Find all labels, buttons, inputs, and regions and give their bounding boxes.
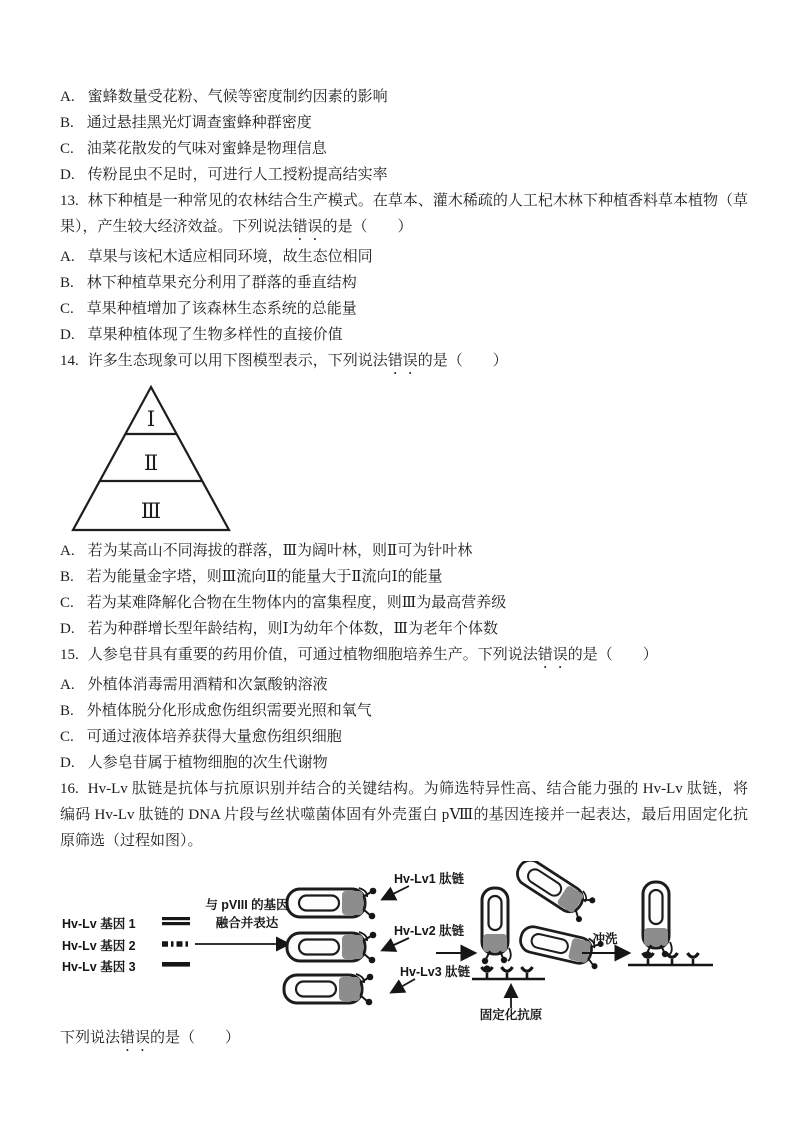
option-letter: C. <box>60 301 74 317</box>
option-text: 草果与该杞木适应相同环境，故生态位相同 <box>87 249 373 265</box>
option-row <box>60 538 748 564</box>
stem-emphasized-text: 错误 <box>120 1030 151 1046</box>
bound-phage <box>482 888 511 964</box>
option-letter: C. <box>60 595 74 611</box>
option-letter: C. <box>60 729 74 745</box>
phage-with-peptide-3 <box>284 974 373 1006</box>
phage-display-figure <box>62 861 744 1022</box>
gene-1-label: Hv-Lv 基因 1 <box>62 917 136 931</box>
option-text: 若为某高山不同海拔的群落，Ⅲ为阔叶林，则Ⅱ可为针叶林 <box>87 543 473 559</box>
antigen <box>688 953 699 965</box>
stem-emphasized-text: 错误 <box>537 647 568 663</box>
gene-2-label: Hv-Lv 基因 2 <box>62 939 136 953</box>
option-text: 若为种群增长型年龄结构，则Ⅰ为幼年个体数，Ⅲ为老年个体数 <box>87 621 498 637</box>
option-text: 人参皂苷属于植物细胞的次生代谢物 <box>87 755 328 771</box>
option-letter: D. <box>60 621 75 637</box>
unbound-phage-top <box>512 861 597 924</box>
option-text: 外植体消毒需用酒精和次氯酸钠溶液 <box>87 677 328 693</box>
option-text: 油菜花散发的气味对蜜蜂是物理信息 <box>86 141 327 157</box>
question-15 <box>60 642 748 776</box>
option-letter: B. <box>60 703 74 719</box>
question-13 <box>60 188 748 348</box>
stem-text: 人参皂苷具有重要的药用价值，可通过植物细胞培养生产。下列说法 <box>87 647 538 663</box>
gene-3-label: Hv-Lv 基因 3 <box>62 960 136 974</box>
stem-emphasized-text: 错误 <box>292 219 323 235</box>
option-text: 传粉昆虫不足时，可进行人工授粉提高结实率 <box>87 167 388 183</box>
option-letter: B. <box>60 569 74 585</box>
option-row <box>60 162 748 188</box>
option-letter: A. <box>60 89 75 105</box>
gene-fragment-3-bar <box>162 962 190 967</box>
wash-label: 冲洗 <box>592 932 618 946</box>
option-text: 外植体脱分化形成愈伤组织需要光照和氧气 <box>86 703 372 719</box>
peptide-1-pointer-arrow <box>383 886 409 899</box>
question-number: 16. <box>60 781 79 797</box>
option-letter: D. <box>60 755 75 771</box>
option-row <box>60 590 748 616</box>
option-row <box>60 724 748 750</box>
peptide-3-pointer-arrow <box>392 979 415 992</box>
option-row <box>60 672 748 698</box>
question-number: 13. <box>60 193 79 209</box>
stem-text: 的是（ ） <box>417 353 508 369</box>
option-text: 草果种植增加了该森林生态系统的总能量 <box>86 301 357 317</box>
stem-text: 的是（ ） <box>567 647 658 663</box>
option-text: 可通过液体培养获得大量愈伤组织细胞 <box>86 729 342 745</box>
stem-text: 的是（ ） <box>150 1030 241 1046</box>
stem-text: 下列说法 <box>60 1030 121 1046</box>
question-stem <box>60 776 748 854</box>
question-stem-continued <box>60 1025 748 1055</box>
page-content <box>60 84 748 1055</box>
pyramid-svg <box>68 383 234 533</box>
question-16 <box>60 776 748 1055</box>
option-letter: B. <box>60 115 74 131</box>
phage-with-peptide-2 <box>287 932 376 964</box>
fusion-label-line2: 融合并表达 <box>215 916 279 930</box>
option-text: 蜜蜂数量受花粉、气候等密度制约因素的影响 <box>87 89 388 105</box>
option-text: 若为能量金字塔，则Ⅲ流向Ⅱ的能量大于Ⅱ流向Ⅰ的能量 <box>86 569 443 585</box>
question-12-options <box>60 84 748 188</box>
option-row <box>60 564 748 590</box>
antigen <box>667 953 678 965</box>
question-14 <box>60 348 748 642</box>
ecological-pyramid-figure <box>68 383 234 533</box>
stem-text: 的是（ ） <box>322 219 413 235</box>
option-row <box>60 110 748 136</box>
immobilized-antigen-label: 固定化抗原 <box>479 1008 543 1022</box>
peptide-3-label: Hv-Lv3 肽链 <box>400 965 471 979</box>
option-row <box>60 322 748 348</box>
option-letter: D. <box>60 327 75 343</box>
option-text: 通过悬挂黑光灯调查蜜蜂种群密度 <box>86 115 312 131</box>
pyramid-level-2-label: Ⅱ <box>143 451 159 475</box>
option-letter: C. <box>60 141 74 157</box>
option-text: 草果种植体现了生物多样性的直接价值 <box>87 327 343 343</box>
peptide-2-pointer-arrow <box>383 938 409 950</box>
stem-emphasized-text: 错误 <box>387 353 418 369</box>
stem-text: 林下种植是一种常见的农林结合生产模式。在草本、灌木稀疏的人工杞木林下种植香料草本植物（草果），产生较大经济效益。下列说法 <box>60 193 748 235</box>
stem-text: Hv-Lv 肽链是抗体与抗原识别并结合的关键结构。为筛选特异性高、结合能力强的 Hv-Lv 肽链，将编码 Hv-Lv 肽链的 DNA 片段与丝状噬菌体固有外壳蛋白 pⅧ的基因连接并一起表达，最后用固定化抗原筛选（过程如图）。 <box>60 781 748 849</box>
option-row <box>60 84 748 110</box>
antigen <box>502 967 513 979</box>
option-text: 林下种植草果充分利用了群落的垂直结构 <box>86 275 357 291</box>
pyramid-level-1-label: Ⅰ <box>146 407 156 431</box>
option-row <box>60 616 748 642</box>
option-row <box>60 750 748 776</box>
pyramid-level-3-label: Ⅲ <box>140 499 162 523</box>
question-stem <box>60 348 748 378</box>
option-text: 若为某难降解化合物在生物体内的富集程度，则Ⅲ为最高营养级 <box>86 595 507 611</box>
option-letter: A. <box>60 543 75 559</box>
option-row <box>60 296 748 322</box>
option-row <box>60 244 748 270</box>
question-stem <box>60 642 748 672</box>
selected-phage <box>643 882 672 958</box>
question-number: 15. <box>60 647 79 663</box>
question-number: 14. <box>60 353 79 369</box>
option-letter: A. <box>60 677 75 693</box>
fusion-label-line1: 与 pVIII 的基因 <box>205 898 289 912</box>
question-stem <box>60 188 748 244</box>
option-row <box>60 136 748 162</box>
option-row <box>60 270 748 296</box>
stem-text: 许多生态现象可以用下图模型表示，下列说法 <box>87 353 388 369</box>
option-letter: A. <box>60 249 75 265</box>
gene-fragment-1-bar <box>162 917 190 925</box>
option-letter: D. <box>60 167 75 183</box>
option-letter: B. <box>60 275 74 291</box>
peptide-1-label: Hv-Lv1 肽链 <box>394 872 465 886</box>
antigen <box>522 967 533 979</box>
peptide-2-label: Hv-Lv2 肽链 <box>394 924 465 938</box>
option-row <box>60 698 748 724</box>
